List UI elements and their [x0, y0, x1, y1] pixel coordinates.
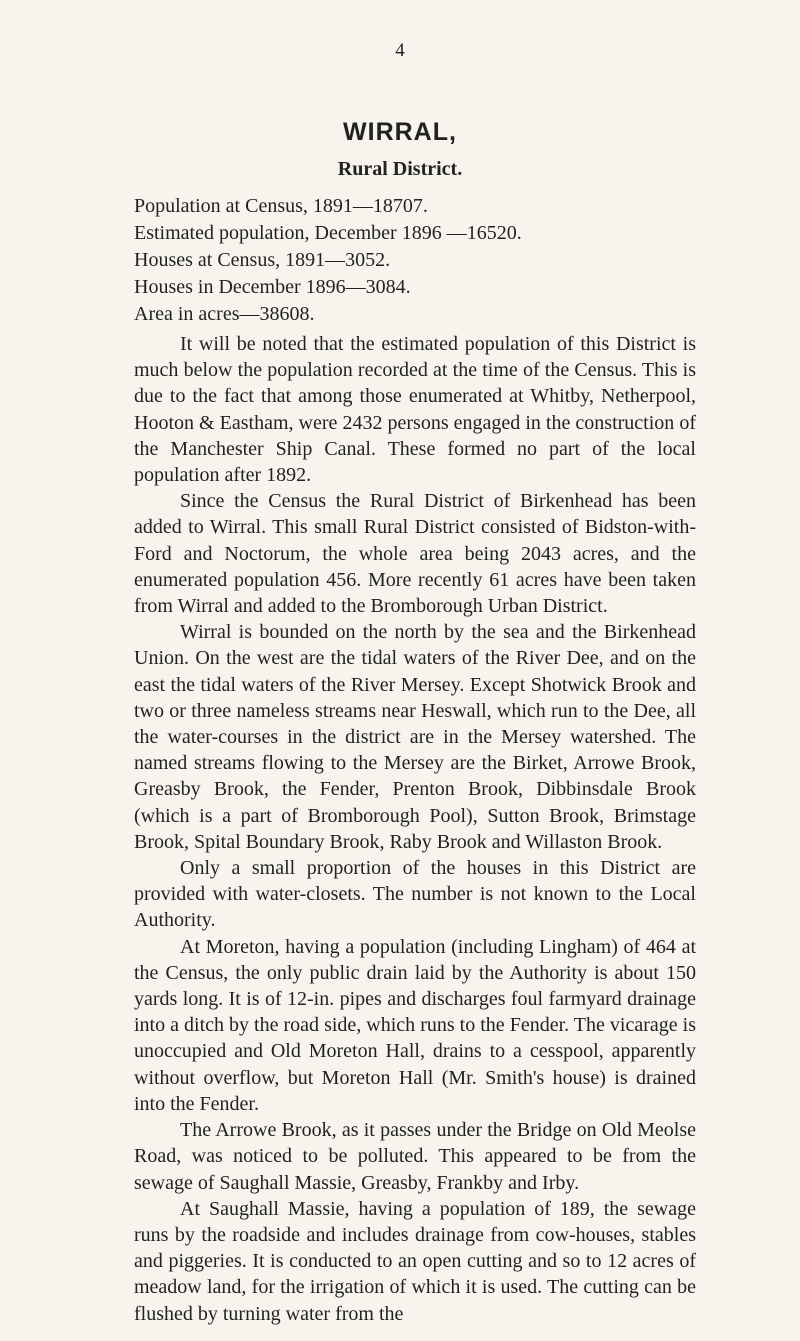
- stat-line-houses-census: Houses at Census, 1891—3052.: [134, 249, 391, 271]
- paragraph-water-closets: Only a small proportion of the houses in this District are provided with water-closets. The number is not known to the Local Authority.: [134, 857, 696, 932]
- paragraph-boundaries-streams: Wirral is bounded on the north by the sea and the Birkenhead Union. On the west are the tidal waters of the River Dee, and on the east the tidal waters of the River Mersey. Except Shotwick Brook and two or three nameless streams near Heswall, which run to the Dee, all the water-courses in the district are in the Mersey watershed. The named streams flowing to the Mersey are the Birket, Arrowe Brook, Greasby Brook, the Fender, Prenton Brook, Dibbinsdale Brook (which is a part of Bromborough Pool), Sutton Brook, Brimstage Brook, Spital Boundary Brook, Raby Brook and Willaston Brook.: [134, 621, 696, 853]
- body-text: [134, 331, 696, 1327]
- stat-line-population-census: Population at Census, 1891—18707.: [134, 195, 428, 217]
- page-title: WIRRAL,: [343, 118, 457, 146]
- stat-line-houses-december: Houses in December 1896—3084.: [134, 276, 411, 298]
- stat-line-estimated-population: Estimated population, December 1896 —16520.: [134, 222, 522, 244]
- paragraph-moreton: At Moreton, having a population (including Lingham) of 464 at the Census, the only public drain laid by the Authority is about 150 yards long. It is of 12-in. pipes and discharges foul farmyard drainage into a ditch by the road side, which runs to the Fender. The vicarage is unoccupied and Old Moreton Hall, drains to a cesspool, apparently without overflow, but Moreton Hall (Mr. Smith's house) is drained into the Fender.: [134, 935, 696, 1115]
- paragraph-birkenhead-addition: Since the Census the Rural District of Birkenhead has been added to Wirral. This small Rural District consisted of Bidston-with-Ford and Noctorum, the whole area being 2043 acres, and the enumerated population 456. More recently 61 acres have been taken from Wirral and added to the Bromborough Urban District.: [134, 490, 696, 618]
- page-subtitle: Rural District.: [337, 158, 463, 180]
- page-number: 4: [395, 40, 405, 61]
- statistics-block: [134, 193, 694, 328]
- paragraph-population-note: It will be noted that the estimated population of this District is much below the population recorded at the time of the Census. This is due to the fact that among those enumerated at Whitby, Netherpool, Hooton & Eastham, were 2432 persons engaged in the construction of the Manchester Ship Canal. These formed no part of the local population after 1892.: [134, 333, 696, 487]
- paragraph-saughall-massie: At Saughall Massie, having a population of 189, the sewage runs by the roadside and includes drainage from cow-houses, stables and piggeries. It is conducted to an open cutting and so to 12 acres of meadow land, for the irrigation of which it is used. The cutting can be flushed by turning water from the: [134, 1197, 696, 1325]
- paragraph-arrowe-brook: The Arrowe Brook, as it passes under the Bridge on Old Meolse Road, was noticed to be polluted. This appeared to be from the sewage of Saughall Massie, Greasby, Frankby and Irby.: [134, 1119, 696, 1194]
- stat-line-area: Area in acres—38608.: [134, 303, 315, 325]
